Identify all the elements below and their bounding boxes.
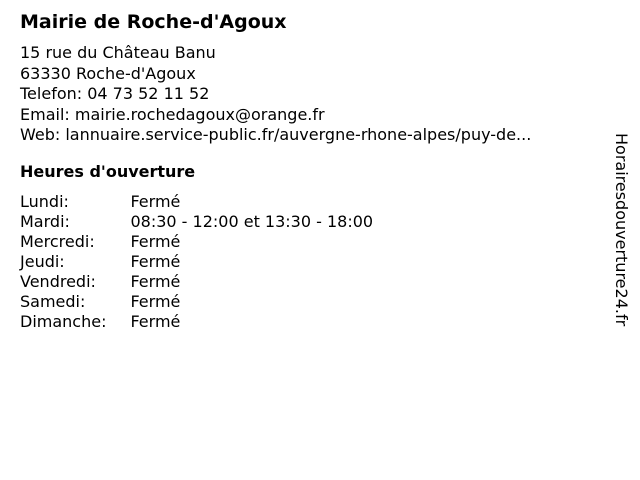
phone-line: Telefon: 04 73 52 11 52 <box>20 84 210 103</box>
day-label: Dimanche: <box>20 311 107 331</box>
day-hours: 08:30 - 12:00 et 13:30 - 18:00 <box>130 211 374 231</box>
day-hours: Fermé <box>130 231 181 251</box>
day-label: Mercredi: <box>20 231 95 251</box>
business-card <box>20 9 600 332</box>
hours-row-samedi <box>20 292 373 312</box>
hours-row-jeudi <box>20 252 373 272</box>
day-hours: Fermé <box>130 291 181 311</box>
contact-block <box>20 43 600 146</box>
hours-row-dimanche <box>20 312 373 332</box>
day-hours: Fermé <box>130 191 181 211</box>
day-label: Vendredi: <box>20 271 96 291</box>
hours-row-lundi <box>20 192 373 212</box>
day-label: Jeudi: <box>20 251 65 271</box>
hours-row-vendredi <box>20 272 373 292</box>
web-line: Web: lannuaire.service-public.fr/auvergne-rhone-alpes/puy-de... <box>20 125 532 144</box>
email-line: Email: mairie.rochedagoux@orange.fr <box>20 104 325 124</box>
hours-row-mercredi <box>20 232 373 252</box>
address-line-2: 63330 Roche-d'Agoux <box>20 63 196 83</box>
day-label: Mardi: <box>20 211 70 231</box>
opening-hours-heading: Heures d'ouverture <box>20 161 196 181</box>
day-hours: Fermé <box>130 311 181 331</box>
day-label: Samedi: <box>20 291 86 311</box>
day-hours: Fermé <box>130 271 181 291</box>
day-label: Lundi: <box>20 191 69 211</box>
hours-row-mardi <box>20 212 373 232</box>
business-title: Mairie de Roche-d'Agoux <box>20 11 287 33</box>
day-hours: Fermé <box>130 251 181 271</box>
site-watermark: Horairesdouverture24.fr <box>612 133 631 327</box>
opening-hours-table <box>20 192 373 332</box>
address-line-1: 15 rue du Château Banu <box>20 43 216 62</box>
